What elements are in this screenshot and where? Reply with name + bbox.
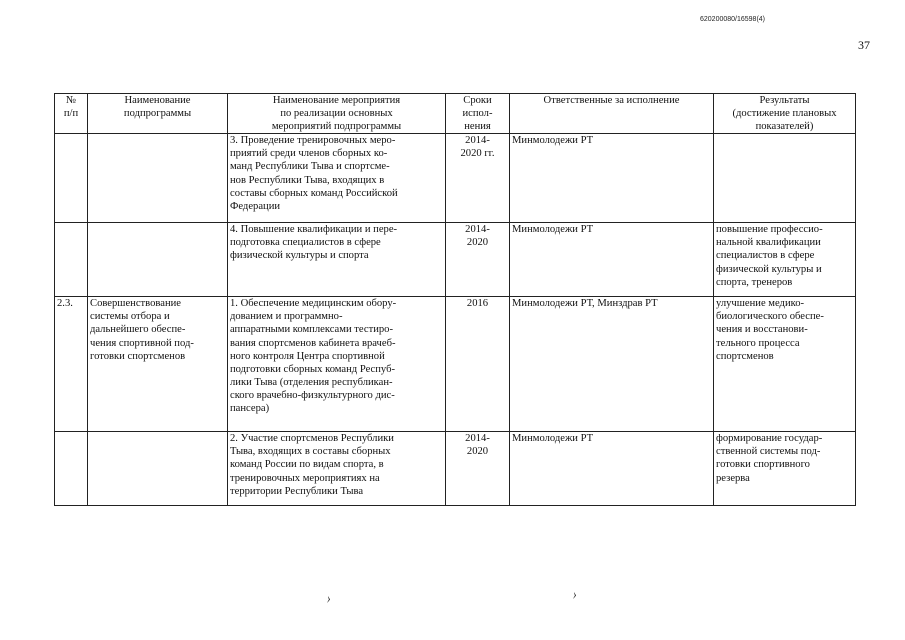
term-cell: 2016 <box>446 297 510 432</box>
result-cell: повышение профессио- нальной квалификации специалистов в сфере физической культуры и спорта, тренеров <box>714 223 856 297</box>
activities-table <box>54 93 856 506</box>
col-header-result: Результаты (достижение плановых показателей) <box>714 94 856 134</box>
responsible-cell: Минмолодежи РТ <box>510 223 714 297</box>
row-number-cell <box>55 432 88 506</box>
activity-cell: 3. Проведение тренировочных меро- приятий среди членов сборных ко- манд Республики Тыва и спортсме- нов Республики Тыва, входящих в составы сборных команд Российской Федерации <box>228 134 446 223</box>
scan-mark-right: › <box>572 586 577 603</box>
term-cell: 2014- 2020 гг. <box>446 134 510 223</box>
col-header-subprogram: Наименование подпрограммы <box>88 94 228 134</box>
subprogram-cell: Совершенствование системы отбора и дальнейшего обеспе- чения спортивной под- готовки спортсменов <box>88 297 228 432</box>
responsible-cell: Минмолодежи РТ, Минздрав РТ <box>510 297 714 432</box>
activity-cell: 1. Обеспечение медицинским обору- дованием и программно- аппаратными комплексами тестиро- вания спортсменов кабинета врачеб- ного контроля Центра спортивной подготовки сборных команд Респуб- лики Тыва (отделения республикан- ского врачебно-физкультурного дис- пансера) <box>228 297 446 432</box>
col-header-number: № п/п <box>55 94 88 134</box>
row-number-cell <box>55 223 88 297</box>
responsible-cell: Минмолодежи РТ <box>510 432 714 506</box>
activity-cell: 2. Участие спортсменов Республики Тыва, входящих в составы сборных команд России по видам спорта, в тренировочных мероприятиях на территории Республики Тыва <box>228 432 446 506</box>
subprogram-cell <box>88 223 228 297</box>
result-cell: формирование государ- ственной системы под- готовки спортивного резерва <box>714 432 856 506</box>
responsible-cell: Минмолодежи РТ <box>510 134 714 223</box>
col-header-responsible: Ответственные за исполнение <box>510 94 714 134</box>
table-row <box>55 432 856 506</box>
subprogram-cell <box>88 432 228 506</box>
activity-cell: 4. Повышение квалификации и пере- подготовка специалистов в сфере физической культуры и спорта <box>228 223 446 297</box>
row-number-cell: 2.3. <box>55 297 88 432</box>
table-row <box>55 223 856 297</box>
col-header-term: Сроки испол- нения <box>446 94 510 134</box>
term-cell: 2014- 2020 <box>446 432 510 506</box>
scan-mark-left: › <box>326 590 331 607</box>
term-cell: 2014- 2020 <box>446 223 510 297</box>
subprogram-cell <box>88 134 228 223</box>
row-number-cell <box>55 134 88 223</box>
table-row <box>55 297 856 432</box>
page-number: 37 <box>858 38 870 52</box>
table-header-row <box>55 94 856 134</box>
result-cell <box>714 134 856 223</box>
col-header-activity: Наименование мероприятия по реализации основных мероприятий подпрограммы <box>228 94 446 134</box>
table-row <box>55 134 856 223</box>
document-id: 620200080/16598(4) <box>700 16 766 23</box>
result-cell: улучшение медико- биологического обеспе- чения и восстанови- тельного процесса спортсменов <box>714 297 856 432</box>
